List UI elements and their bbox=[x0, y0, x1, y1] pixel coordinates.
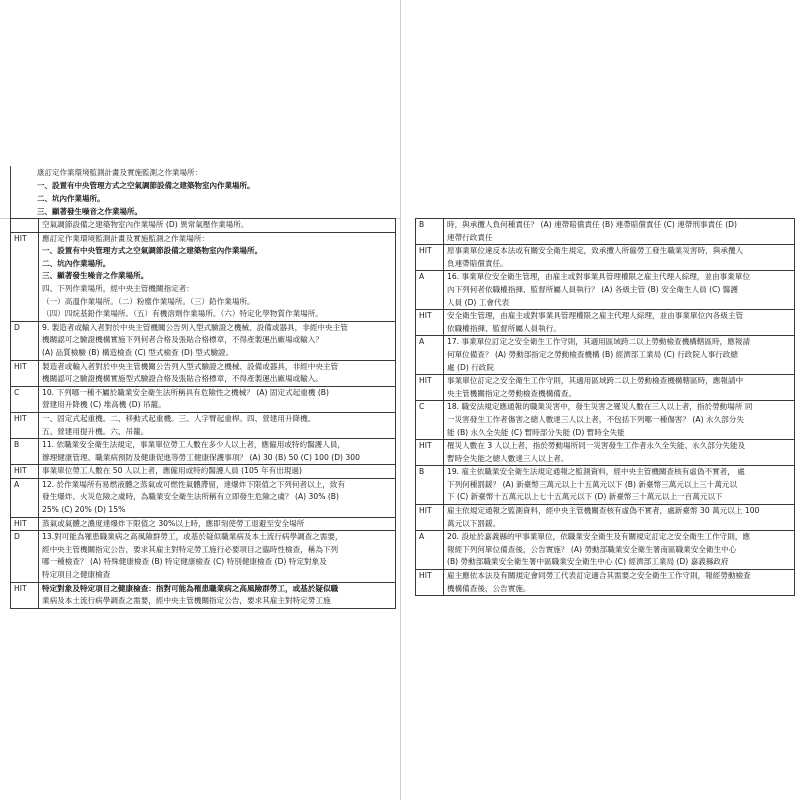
question-row bbox=[11, 478, 396, 517]
text-line: (A) 品質檢驗 (B) 構造檢查 (C) 型式檢查 (D) 型式驗證。 bbox=[42, 347, 234, 357]
text-line: 三、顯著發生噪音之作業場所。 bbox=[42, 271, 149, 281]
prev-line: 三、顯著發生噪音之作業場所。 bbox=[10, 205, 400, 218]
question-row bbox=[11, 360, 396, 386]
text-line: 16. 事業單位安全衛生管理，由雇主或對事業具管理權限之雇主代理人綜理，並由事業單位 bbox=[447, 272, 751, 282]
answer-tag: HIT bbox=[416, 375, 444, 401]
text-line: 下列何種罰鍰？ (A) 新臺幣三萬元以上十五萬元以下 (B) 新臺幣三萬元以上三十萬元以 bbox=[447, 479, 738, 489]
text-line: 一、固定式起重機。二、移動式起重機。三、人字臂起重桿。四、營建用升降機。 bbox=[42, 413, 316, 423]
answer-tag: A bbox=[416, 531, 444, 570]
question-text bbox=[444, 271, 795, 310]
text-line: 雇主應依本法及有關規定會同勞工代表訂定適合其需要之安全衛生工作守則，報經勞動檢查 bbox=[447, 571, 751, 581]
question-text bbox=[39, 232, 396, 321]
question-text bbox=[39, 360, 396, 386]
answer-tag: HIT bbox=[11, 582, 39, 608]
text-line: 業病及本土流行病學調查之需要，經中央主管機關指定公告，要求其雇主對特定勞工施 bbox=[42, 596, 331, 606]
answer-tag: HIT bbox=[416, 245, 444, 271]
text-line: 內下列何者依職權指揮、監督所屬人員執行？ (A) 各級主管 (B) 安全衛生人員 (C) 醫護 bbox=[447, 284, 738, 294]
answer-tag bbox=[11, 219, 39, 233]
question-text bbox=[444, 466, 795, 505]
question-row bbox=[416, 401, 795, 440]
question-text bbox=[444, 336, 795, 375]
question-row bbox=[416, 336, 795, 375]
question-row bbox=[11, 386, 396, 412]
answer-tag: B bbox=[416, 219, 444, 245]
text-line: 負連帶賠償責任。 bbox=[447, 258, 508, 268]
text-line: 9. 製造者或輸入者對於中央主管機關公告列入型式驗證之機械、設備或器具，非經中央主管 bbox=[42, 322, 348, 332]
question-text bbox=[39, 517, 396, 531]
question-row bbox=[11, 517, 396, 531]
question-row bbox=[416, 570, 795, 596]
text-line: 辦理健康管理、職業病預防及健康促進等勞工健康保護事項？ (A) 30 (B) 50 (C) 100 (D) 300 bbox=[42, 452, 360, 462]
answer-tag: HIT bbox=[416, 440, 444, 466]
text-line: 空氣調節設備之建築物室內作業場所 (D) 異常氣壓作業場所。 bbox=[42, 220, 249, 229]
answer-tag: HIT bbox=[11, 232, 39, 321]
question-row bbox=[416, 219, 795, 245]
answer-tag: A bbox=[416, 336, 444, 375]
answer-tag: C bbox=[11, 386, 39, 412]
text-line: 二、坑內作業場所。 bbox=[42, 258, 111, 268]
question-text bbox=[39, 386, 396, 412]
text-line: 機構備查後，公告實施。 bbox=[447, 583, 531, 593]
text-line: 經中央主管機關指定公告，要求其雇主對特定勞工施行必要項目之臨時性檢查，稱為下列 bbox=[42, 544, 339, 554]
answer-tag: B bbox=[416, 466, 444, 505]
answer-tag: A bbox=[416, 271, 444, 310]
answer-tag: D bbox=[11, 531, 39, 582]
answer-tag: HIT bbox=[416, 570, 444, 596]
text-line: 機關認可之驗證機構實施下列何者合格及張貼合格標章，不得產製運出廠場或輸入？ bbox=[42, 335, 323, 345]
question-row bbox=[11, 321, 396, 360]
answer-tag: C bbox=[416, 401, 444, 440]
text-line: 安全衛生管理，由雇主或對事業具管理權限之雇主代理人綜理，並由事業單位內各級主管 bbox=[447, 311, 744, 321]
question-table bbox=[415, 218, 795, 596]
question-row bbox=[416, 505, 795, 531]
question-row bbox=[416, 310, 795, 336]
question-text bbox=[444, 310, 795, 336]
text-line: 報經下列何單位備查後，公告實施？ (A) 勞動部職業安全衛生署南區職業安全衛生中心 bbox=[447, 544, 737, 554]
text-line: 17. 事業單位訂定之安全衛生工作守則，其適用區域跨二以上勞動檢查機構轄區時，應報請 bbox=[447, 337, 751, 347]
text-line: 雇主依規定通報之監測資料，經中央主管機關查核有虛偽不實者，處新臺幣 30 萬元以上 100 bbox=[447, 506, 760, 516]
text-line: 人員 (D) 工會代表 bbox=[447, 297, 510, 307]
prev-line: 一、設置有中央管理方式之空氣調節設備之建築物室內作業場所。 bbox=[10, 179, 400, 192]
question-row bbox=[416, 466, 795, 505]
question-table bbox=[10, 218, 396, 609]
question-row bbox=[416, 375, 795, 401]
text-line: 事業單位訂定之安全衛生工作守則，其適用區域跨二以上勞動檢查機構轄區時，應報請中 bbox=[447, 376, 744, 386]
text-line: 18. 職安法規定應通報的職業災害中，發生災害之罹災人數在三人以上者，指於勞動場所 同 bbox=[447, 402, 753, 412]
text-line: 10. 下列哪一種不屬於職業安全衛生法所稱具有危險性之機械？ (A) 固定式起重機 (B) bbox=[42, 387, 329, 397]
question-row bbox=[11, 531, 396, 582]
text-line: 何單位備查？ (A) 勞動部指定之勞動檢查機構 (B) 經濟部工業局 (C) 行政院人事行政總 bbox=[447, 349, 738, 359]
text-line: 一災害發生工作者傷害之總人數達三人以上者，不包括下列哪一種傷害？ (A) 永久部分失 bbox=[447, 414, 744, 424]
text-line: 12. 於作業場所有易燃液體之蒸氣或可燃性氣體滯留，達爆炸下限值之下列何者以上，致有 bbox=[42, 479, 346, 489]
question-text bbox=[39, 465, 396, 479]
text-line: 11. 依職業安全衛生法規定，事業單位勞工人數在多少人以上者，應僱用或特約醫護人員， bbox=[42, 440, 346, 450]
question-text bbox=[444, 440, 795, 466]
text-line: 25% (C) 20% (D) 15% bbox=[42, 505, 126, 515]
text-line: 發生爆炸、火災危險之虞時，為職業安全衛生法所稱有立即發生危險之虞？ (A) 30% (B) bbox=[42, 492, 339, 502]
question-text bbox=[444, 219, 795, 245]
previous-page-tail bbox=[10, 166, 400, 218]
answer-tag: HIT bbox=[416, 505, 444, 531]
text-line: 應訂定作業環境監測計畫及實施監測之作業場所： bbox=[42, 233, 210, 243]
text-line: 暫時全失能之總人數達三人以上者。 bbox=[447, 453, 569, 463]
text-line: 20. 設址於嘉義縣的甲事業單位，依職業安全衛生及有關規定訂定之安全衛生工作守則，應 bbox=[447, 532, 751, 542]
text-line: （一）高溫作業場所。（二）粉塵作業場所。（三）鉛作業場所。 bbox=[42, 296, 255, 306]
question-text bbox=[39, 219, 396, 233]
question-text bbox=[444, 375, 795, 401]
answer-tag: HIT bbox=[11, 360, 39, 386]
question-row bbox=[416, 440, 795, 466]
question-row bbox=[11, 232, 396, 321]
text-line: 萬元以下罰鍰。 bbox=[447, 518, 501, 528]
text-line: 13.對可能為罹患職業病之高風險群勞工，或基於疑似職業病及本土流行病學調查之需要， bbox=[42, 532, 343, 542]
text-line: 四、下列作業場所，經中央主管機關指定者： bbox=[42, 283, 194, 293]
question-text bbox=[39, 582, 396, 608]
text-line: 央主管機關指定之勞動檢查機構備查。 bbox=[447, 388, 577, 398]
answer-tag: HIT bbox=[11, 465, 39, 479]
question-row bbox=[11, 582, 396, 608]
question-text bbox=[39, 531, 396, 582]
question-text bbox=[444, 505, 795, 531]
text-line: (B) 勞動部職業安全衛生署中區職業安全衛生中心 (C) 經濟部工業局 (D) 嘉義縣政府 bbox=[447, 557, 729, 567]
answer-tag: B bbox=[11, 439, 39, 465]
text-line: 連帶行政責任 bbox=[447, 232, 493, 242]
answer-tag: D bbox=[11, 321, 39, 360]
question-row bbox=[416, 245, 795, 271]
prev-line: 康訂定作業環境監測計畫及實施監測之作業場所： bbox=[10, 166, 400, 179]
question-text bbox=[39, 412, 396, 438]
question-row bbox=[11, 219, 396, 233]
answer-tag: HIT bbox=[11, 517, 39, 531]
question-row bbox=[11, 439, 396, 465]
text-line: 五、營建用提升機。六、吊籠。 bbox=[42, 426, 149, 436]
question-row bbox=[416, 271, 795, 310]
question-text bbox=[444, 531, 795, 570]
text-line: 處 (D) 行政院 bbox=[447, 362, 494, 372]
text-line: 下 (C) 新臺幣十五萬元以上七十五萬元以下 (D) 新臺幣三十萬元以上一百萬元以下 bbox=[447, 492, 723, 502]
answer-tag: HIT bbox=[416, 310, 444, 336]
question-text bbox=[39, 321, 396, 360]
text-line: 事業單位勞工人數在 50 人以上者，應僱用或特約醫護人員 (105 年有出現過) bbox=[42, 466, 302, 476]
question-row bbox=[11, 465, 396, 479]
question-row bbox=[11, 412, 396, 438]
question-text bbox=[39, 439, 396, 465]
text-line: 原事業單位違反本法或有關安全衛生規定，致承攬人所僱勞工發生職業災害時，與承攬人 bbox=[447, 246, 744, 256]
answer-tag: A bbox=[11, 478, 39, 517]
question-text bbox=[444, 245, 795, 271]
text-line: 依職權指揮、監督所屬人員執行。 bbox=[447, 323, 561, 333]
text-line: 哪一種檢查？ (A) 特殊健康檢查 (B) 特定健康檢查 (C) 特別健康檢查 (D) 特定對象及 bbox=[42, 557, 327, 567]
text-line: 營建用升降機 (C) 堆高機 (D) 吊籠。 bbox=[42, 400, 166, 410]
text-line: 機關認可之驗證機構實施型式驗證合格及張貼合格標章，不得產製運出廠場或輸入。 bbox=[42, 374, 323, 384]
text-line: 特定項目之健康檢查 bbox=[42, 570, 111, 580]
text-line: 罹災人數在 3 人以上者，指於勞動場所同一災害發生工作者永久全失能、永久部分失能及 bbox=[447, 441, 746, 451]
question-row bbox=[416, 531, 795, 570]
prev-line: 二、坑內作業場所。 bbox=[10, 192, 400, 205]
text-line: （四）四烷基鉛作業場所。（五）有機溶劑作業場所。（六）特定化學物質作業場所。 bbox=[42, 309, 323, 319]
text-line: 製造者或輸入者對於中央主管機關公告列入型式驗證之機械、設備或器具，非經中央主管 bbox=[42, 361, 339, 371]
question-text bbox=[444, 570, 795, 596]
question-text bbox=[444, 401, 795, 440]
text-line: 時，與承攬人負何種責任？ (A) 連帶賠償責任 (B) 連帶賠償責任 (C) 連帶刑事責任 (D) bbox=[447, 220, 737, 229]
right-document-page bbox=[400, 0, 800, 800]
answer-tag: HIT bbox=[11, 412, 39, 438]
text-line: 蒸氣或氣體之濃度達爆炸下限值之 30%以上時，應即刻使勞工退避至安全場所 bbox=[42, 518, 305, 528]
question-text bbox=[39, 478, 396, 517]
text-line: 能 (B) 永久全失能 (C) 暫時部分失能 (D) 暫時全失能 bbox=[447, 427, 625, 437]
text-line: 一、設置有中央管理方式之空氣調節設備之建築物室內作業場所。 bbox=[42, 246, 263, 256]
text-line: 19. 雇主依職業安全衛生法規定通報之監測資料，經中央主管機關查核有虛偽不實者， 處 bbox=[447, 467, 745, 477]
text-line: 特定對象及特定項目之健康檢查：指對可能為罹患職業病之高風險群勞工，或基於疑似職 bbox=[42, 583, 339, 593]
